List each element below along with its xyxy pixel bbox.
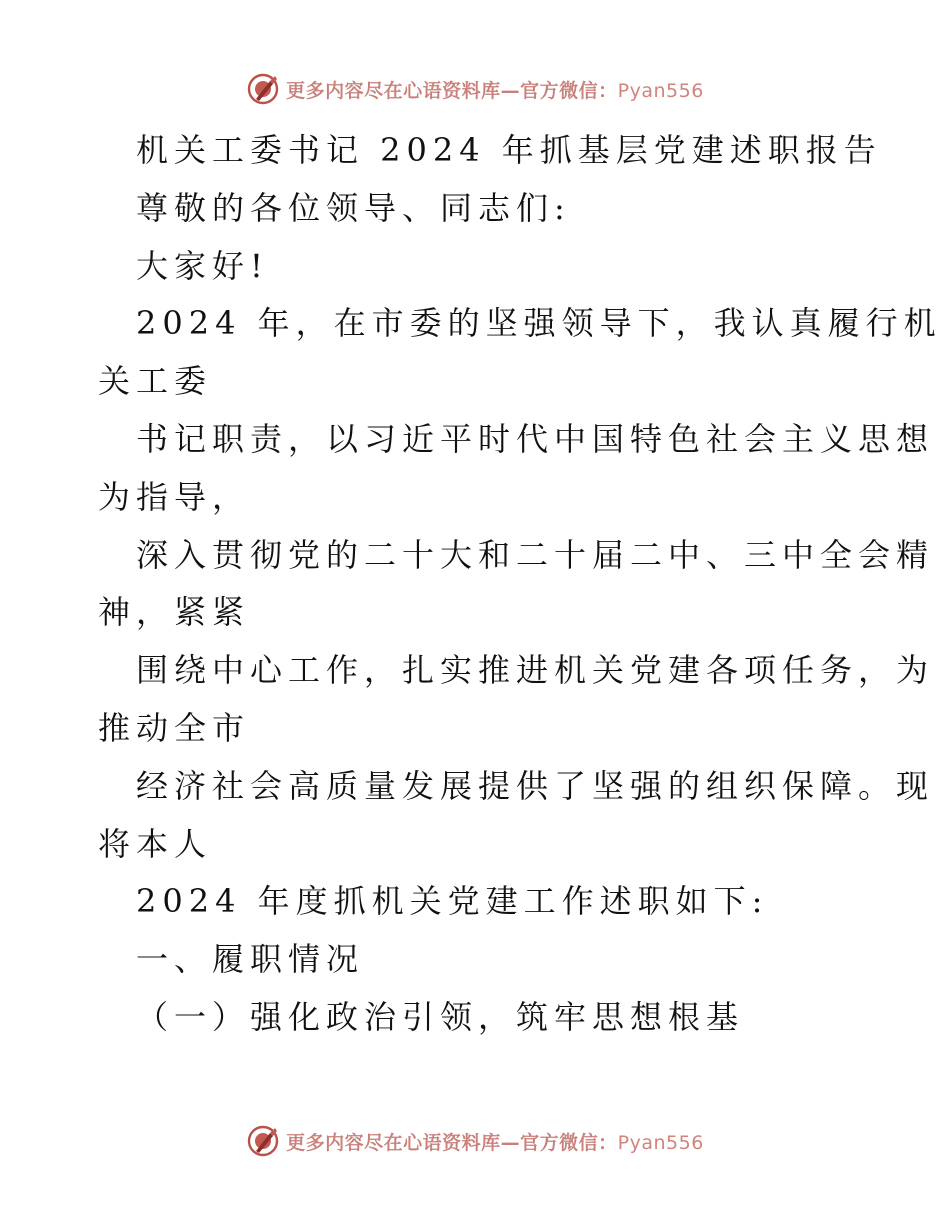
paragraph-line: 大家好! (136, 246, 269, 285)
paragraph-line: 围绕中心工作，扎实推进机关党建各项任务，为 (136, 651, 935, 690)
paragraph-line: 为指导， (98, 477, 251, 516)
pen-nib-circle-icon (246, 72, 280, 106)
footer-watermark (0, 1124, 950, 1158)
watermark-handle: Pyan556 (617, 1131, 704, 1154)
watermark-text: 更多内容尽在心语资料库—官方微信：Pyan556 (286, 1131, 704, 1154)
watermark-handle: Pyan556 (617, 79, 704, 102)
paragraph-line: 神，紧紧 (98, 593, 251, 632)
pen-nib-circle-icon (246, 1124, 280, 1158)
paragraph-line: 经济社会高质量发展提供了坚强的组织保障。现 (136, 766, 935, 805)
paragraph-line: 2024 年度抓机关党建工作述职如下: (136, 882, 769, 921)
paragraph-line: 书记职责，以习近平时代中国特色社会主义思想 (136, 419, 935, 458)
paragraph-line: 一、履职情况 (136, 940, 365, 979)
paragraph-line: 推动全市 (98, 708, 251, 747)
paragraph-line: 2024 年，在市委的坚强领导下，我认真履行机 (136, 304, 942, 343)
document-body (98, 122, 942, 1047)
paragraph-line: 尊敬的各位领导、同志们: (136, 188, 571, 227)
paragraph-line: 将本人 (98, 824, 213, 863)
header-watermark (0, 72, 950, 106)
paragraph-line: 关工委 (98, 362, 213, 401)
watermark-text: 更多内容尽在心语资料库—官方微信：Pyan556 (286, 79, 704, 102)
paragraph-line: 深入贯彻党的二十大和二十届二中、三中全会精 (136, 535, 935, 574)
paragraph-line: 机关工委书记 2024 年抓基层党建述职报告 (136, 131, 882, 169)
paragraph-line: （一）强化政治引领，筑牢思想根基 (136, 997, 745, 1036)
